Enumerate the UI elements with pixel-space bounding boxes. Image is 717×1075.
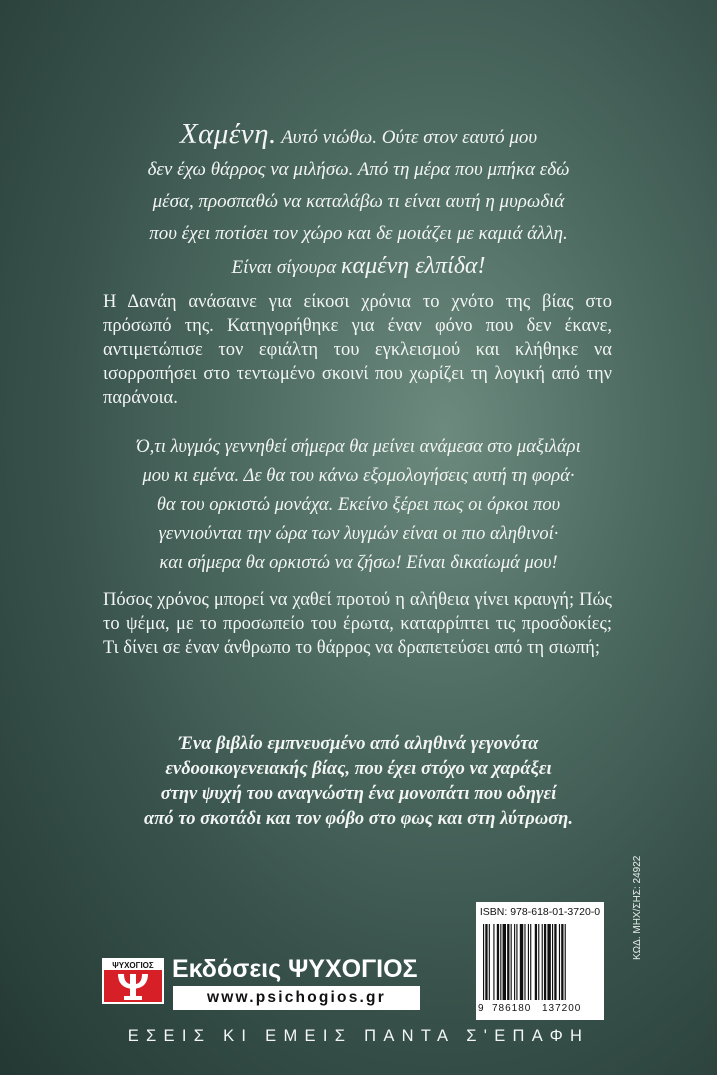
closing-statement [0,732,717,832]
closing-line-3: στην ψυχή του αναγνώστη ένα μονοπάτι που οδηγεί [160,784,557,804]
barcode-digit-group-2: 137200 [542,1003,582,1014]
lead-line-1-rest: Αυτό νιώθω. Ούτε στον εαυτό μου [276,127,538,148]
barcode-bar [516,924,517,1000]
isbn-label: ISBN: 978-618-01-3720-0 [479,906,601,918]
barcode-bars [483,924,597,1000]
barcode-bar [544,924,546,1000]
lead-emphasis: καμένη ελπίδα! [341,253,486,279]
quote-line-2: μου κι εμένα. Δε θα του κάνω εξομολογήσεις αυτή τη φορά· [142,466,575,486]
lead-quote [0,118,717,284]
barcode-bar [554,924,556,1000]
tagline: ΕΣΕΙΣ ΚΙ ΕΜΕΙΣ ΠΑΝΤΑ Σ'ΕΠΑΦΗ [127,1027,590,1045]
synopsis-paragraph: Η Δανάη ανάσαινε για είκοσι χρόνια το χνότο της βίας στο πρόσωπό της. Κατηγορήθηκε για έναν φόνο που δεν έκανε, αντιμετώπισε τον εφιάλτη του εγκλεισμού και κλήθηκε να ισορροπήσει στο τεντωμένο σκοινί που χωρίζει τη λογική από την παράνοια. [103,292,612,408]
lead-line-4: που έχει ποτίσει τον χώρο και δε μοιάζει με καμιά άλλη. [149,223,568,244]
lead-line-1 [0,118,717,154]
barcode-bar [561,924,563,1000]
publisher-url[interactable]: www.psichogios.gr [173,986,420,1010]
quote-line-4: γεννιούνται την ώρα των λυγμών είναι οι πιο αληθινοί· [158,524,559,544]
lead-line-3: μέσα, προσπαθώ να καταλάβω τι είναι αυτή η μυρωδιά [152,191,565,212]
lead-line-2: δεν έχω θάρρος να μιλήσω. Από τη μέρα που μπήκα εδώ [147,159,570,180]
barcode-bar [507,924,509,1000]
barcode-bar [511,924,512,1000]
barcode-bar [547,924,550,1000]
barcode-digit-group-1: 786180 [492,1003,532,1014]
questions-paragraph: Πόσος χρόνος μπορεί να χαθεί προτού η αλήθεια γίνει κραυγή; Πώς το ψέμα, με το προσωπείο του έρωτα, καταρρίπτει τις προσδοκίες; Τι δίνει σε έναν άνθρωπο το θάρρος να δραπετεύσει από τη σιωπή; [103,590,612,658]
barcode-bar [542,924,543,1000]
barcode-bar [530,924,531,1000]
barcode-bar [497,924,499,1000]
barcode-bar [535,924,537,1000]
lead-line-5 [0,250,717,284]
barcode-bar [485,924,487,1000]
barcode-bar [483,924,484,1000]
barcode-bar [538,924,539,1000]
publisher-logo-icon [102,958,164,1004]
quote-line-3: θα του ορκιστώ μονάχα. Εκείνο ξέρει πως οι όρκοι που [156,495,561,515]
barcode-bar [552,924,553,1000]
barcode-bar [514,924,515,1000]
publisher-logo-text: ΨΥΧΟΓΙΟΣ [112,961,154,970]
barcode-bar [493,924,494,1000]
barcode-digit-first: 9 [478,1003,484,1014]
lead-line-5-start: Είναι σίγουρα [231,257,342,278]
barcode-bar [520,924,523,1000]
lead-word: Χαμένη. [179,118,277,150]
quote-line-5: και σήμερα θα ορκιστώ να ζήσω! Είναι δικαίωμά μου! [159,553,558,573]
product-code: ΚΩΔ. ΜΗΧ/ΣΗΣ: 24922 [632,855,643,960]
barcode-bar [559,924,560,1000]
barcode-bar [489,924,490,1000]
inner-quote [0,433,717,578]
barcode-bar [503,924,506,1000]
quote-line-1: Ό,τι λυγμός γεννηθεί σήμερα θα μείνει ανάμεσα στο μαξιλάρι [136,437,581,457]
barcode-bar [565,924,566,1000]
barcode-bar [500,924,501,1000]
closing-line-1: Ένα βιβλίο εμπνευσμένο από αληθινά γεγονότα [178,734,539,754]
closing-line-4: από το σκοτάδι και τον φόβο στο φως και στη λύτρωση. [144,809,573,829]
closing-line-2: ενδοοικογενειακής βίας, που έχει στόχο να χαράξει [165,759,552,779]
barcode-bar [528,924,529,1000]
barcode-bar [524,924,525,1000]
barcode [476,902,604,1020]
publisher-name: Εκδόσεις ΨΥΧΟΓΙΟΣ [172,955,418,983]
